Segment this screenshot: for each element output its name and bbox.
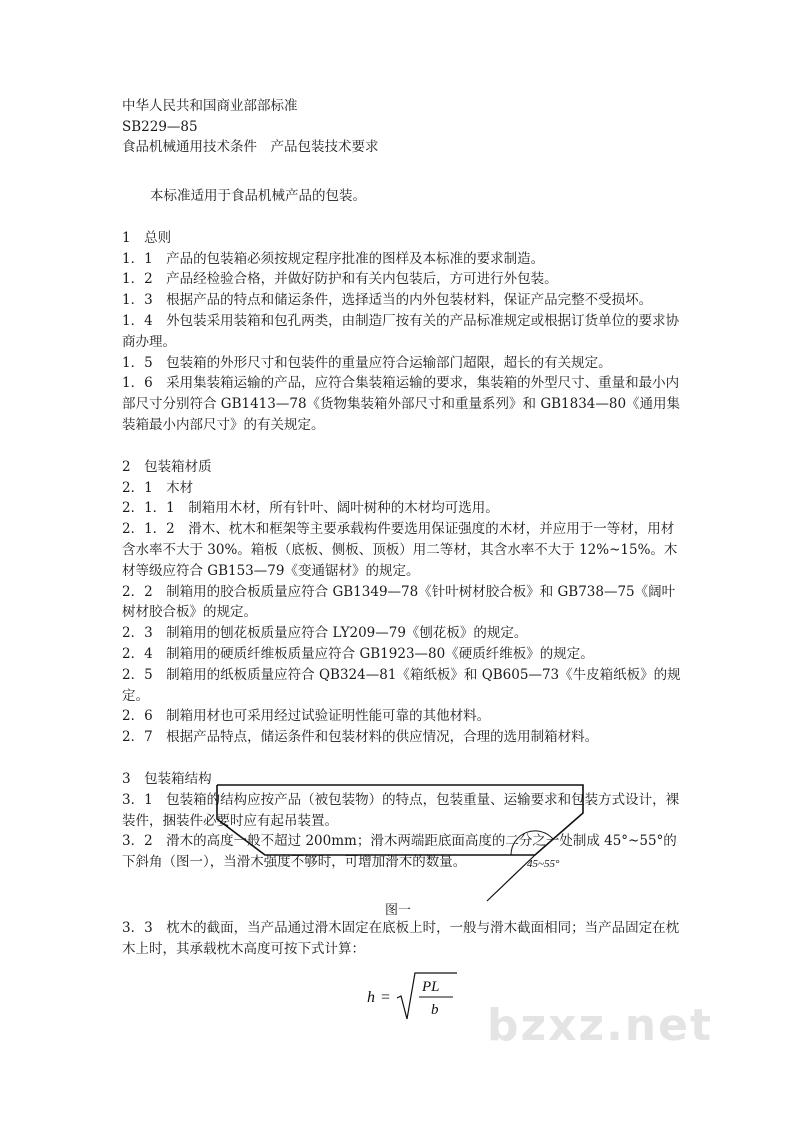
clause-1-6: 1．6 采用集装箱运输的产品，应符合集装箱运输的要求，集装箱的外型尺寸、重量和最小内部尺寸分别符合 GB1413—78《货物集装箱外部尺寸和重量系列》和 GB1834—80《通用集装箱最小内部尺寸》的有关规定。 — [122, 375, 681, 433]
clause-2-1-2: 2．1．2 滑木、枕木和框架等主要承载构件要选用保证强度的木材，并应用于一等材，用材含水率不大于 30%。箱板（底板、侧板、顶板）用二等材，其含水率不大于 12%~15%。木材等级应符合 GB153—79《变通锯材》的规定。 — [122, 521, 678, 579]
clause-2-4: 2．4 制箱用的硬质纤维板质量应符合 GB1923—80《硬质纤维板》的规定。 — [122, 645, 594, 662]
clause-3-2: 3．2 滑木的高度一般不超过 200mm；滑木两端距底面高度的二分之一处制成 45°~55°的下斜角（图一），当滑木强度不够时，可增加滑木的数量。 — [122, 833, 677, 871]
clause-2-6: 2．6 制箱用材也可采用经过试验证明性能可靠的其他材料。 — [122, 708, 491, 725]
skid-bevel-figure — [205, 783, 605, 903]
document-title: 食品机械通用技术条件 产品包装技术要求 — [122, 139, 379, 155]
document-header — [122, 96, 379, 158]
clause-3-3: 3．3 枕木的截面，当产品通过滑木固定在底板上时，一般与滑木截面相同；当产品固定在枕木上时，其承载枕木高度可按下式计算： — [122, 920, 680, 957]
document-body — [122, 186, 682, 873]
clause-3-1: 3．1 包装箱的结构应按产品（被包装物）的特点，包装重量、运输要求和包装方式设计，裸装件，捆装件必要时应有起吊装置。 — [122, 791, 680, 829]
section-1-title: 1 总则 — [122, 229, 172, 246]
formula-numerator: PL — [422, 979, 440, 995]
standard-issuer: 中华人民共和国商业部部标准 — [122, 98, 298, 114]
height-formula — [365, 967, 485, 1027]
formula-lhs: h — [367, 989, 375, 1006]
clause-1-2: 1．2 产品经检验合格，并做好防护和有关内包装后，方可进行外包装。 — [122, 271, 558, 288]
formula-denominator: b — [431, 1002, 439, 1018]
clause-2-2: 2．2 制箱用的胶合板质量应符合 GB1349—78《针叶树材胶合板》和 GB738—75《阔叶树材胶合板》的规定。 — [122, 583, 676, 621]
section-2-title: 2 包装箱材质 — [122, 458, 212, 475]
intro-paragraph: 本标准适用于食品机械产品的包装。 — [150, 188, 366, 204]
clause-2-1: 2．1 木材 — [122, 479, 194, 496]
section-3-title: 3 包装箱结构 — [122, 770, 212, 787]
clause-1-5: 1．5 包装箱的外形尺寸和包装件的重量应符合运输部门超限，超长的有关规定。 — [122, 354, 612, 371]
clause-1-4: 1．4 外包装采用装箱和包孔两类，由制造厂按有关的产品标准规定或根据订货单位的要求协商办理。 — [122, 312, 680, 350]
document-body-continued — [122, 918, 682, 960]
standard-number: SB229—85 — [122, 118, 198, 135]
angle-arc — [511, 831, 553, 855]
clause-2-5: 2．5 制箱用的纸板质量应符合 QB324—81《箱纸板》和 QB605—73《牛皮箱纸板》的规定。 — [122, 666, 681, 704]
formula-equals: = — [381, 989, 391, 1006]
clause-2-1-1: 2．1．1 制箱用木材，所有针叶、阔叶树种的木材均可选用。 — [122, 500, 499, 517]
clause-2-3: 2．3 制箱用的刨花板质量应符合 LY209—79《刨花板》的规定。 — [122, 625, 528, 642]
skid-outline — [217, 785, 583, 855]
clause-1-3: 1．3 根据产品的特点和储运条件，选择适当的内外包装材料，保证产品完整不受损坏。 — [122, 292, 653, 309]
clause-1-1: 1．1 产品的包装箱必须按规定程序批准的图样及本标准的要求制造。 — [122, 250, 545, 267]
site-watermark: bzxz.net — [487, 1000, 714, 1051]
angle-label: 45~55° — [527, 858, 560, 870]
figure-caption: 图一 — [385, 903, 412, 918]
clause-2-7: 2．7 根据产品特点，储运条件和包装材料的供应情况，合理的选用制箱材料。 — [122, 729, 599, 746]
